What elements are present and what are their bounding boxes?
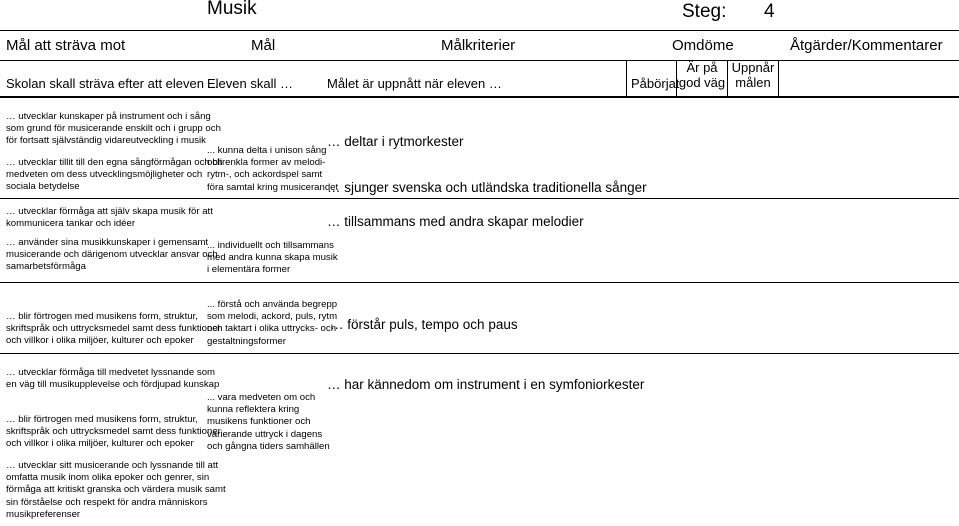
kriterium-text: … har kännedom om instrument i en symfoniorkester xyxy=(327,377,645,392)
kriterium-text: … sjunger svenska och utländska traditionella sånger xyxy=(327,180,647,195)
row-divider xyxy=(0,198,959,199)
kriterium-text: … deltar i rytmorkester xyxy=(327,134,464,149)
header-top-border xyxy=(0,30,959,31)
text-line: … utvecklar tillit till den egna sångförmågan och blir xyxy=(6,157,226,168)
steg-value: 4 xyxy=(764,1,775,22)
strava-text xyxy=(6,311,221,348)
subheader-kriterier: Målet är uppnått när eleven … xyxy=(327,76,502,91)
subheader-arpa-line: god väg xyxy=(678,75,726,90)
text-line: sin förståelse och respekt för andra människors xyxy=(6,496,208,508)
strava-text xyxy=(6,367,219,391)
text-line: för fortsatt självständig vidareutveckling i musik xyxy=(6,135,206,147)
header-mid-border xyxy=(0,60,959,61)
header-bottom-border xyxy=(0,96,959,98)
subheader-arpagodvag xyxy=(677,60,727,90)
strava-text xyxy=(6,460,226,521)
text-line: medveten om dess utvecklingsmöjligheter och xyxy=(6,169,203,181)
text-line: sociala betydelse xyxy=(6,181,80,193)
strava-text xyxy=(6,237,218,274)
subheader-uppn-line: målen xyxy=(735,75,771,90)
text-line: … utvecklar förmåga att själv skapa musik för att xyxy=(6,206,213,217)
text-line: som grund för musicerande enskilt och i grupp och xyxy=(6,123,221,135)
page-title: Musik xyxy=(207,0,257,19)
subheader-uppnar xyxy=(728,60,778,90)
row-divider xyxy=(0,353,959,354)
strava-text xyxy=(6,111,221,148)
kriterium-text: … förstår puls, tempo och paus xyxy=(330,317,518,332)
text-line: … utvecklar förmåga till medvetet lyssnande som xyxy=(6,367,216,378)
strava-text xyxy=(6,206,213,230)
text-line: kunna reflektera kring xyxy=(207,404,300,416)
column-header-omdome: Omdöme xyxy=(672,37,734,54)
mal-text xyxy=(207,392,330,453)
mal-text xyxy=(207,299,337,348)
subheader-arpa-line: Är på xyxy=(686,60,718,75)
subheader-uppn-line: Uppnår xyxy=(731,60,775,75)
text-line: skriftspråk och uttrycksmedel samt dess funktioner xyxy=(6,426,221,438)
mal-text xyxy=(207,145,338,194)
text-line: … blir förtrogen med musikens form, struktur, xyxy=(6,414,198,425)
text-line: som melodi, ackord, puls, rytm xyxy=(207,311,338,323)
text-line: rytm-, och ackordspel samt xyxy=(207,169,323,181)
text-line: ... förstå och använda begrepp xyxy=(207,299,338,310)
text-line: förmåga att kritiskt granska och värdera musik samt xyxy=(6,484,226,496)
text-line: och villkor i olika miljöer, kulturer och epoker xyxy=(6,438,194,450)
text-line: … utvecklar kunskaper på instrument och i sång xyxy=(6,111,211,122)
text-line: och enkla former av melodi- xyxy=(207,157,326,169)
col-divider xyxy=(626,60,627,96)
strava-text xyxy=(6,414,221,451)
column-header-malkriterier: Målkriterier xyxy=(441,37,516,54)
subheader-strava: Skolan skall sträva efter att eleven ... xyxy=(6,76,219,91)
row-divider xyxy=(0,282,959,283)
text-line: och villkor i olika miljöer, kulturer och epoker xyxy=(6,335,194,347)
text-line: musikens funktioner och xyxy=(207,416,311,428)
strava-text xyxy=(6,157,225,194)
text-line: och gångna tiders samhällen xyxy=(207,440,330,452)
text-line: ... individuellt och tillsammans xyxy=(207,240,334,251)
text-line: ... vara medveten om och xyxy=(207,392,316,403)
text-line: i elementära former xyxy=(207,264,291,276)
steg-label: Steg: xyxy=(682,1,727,22)
text-line: musicerande och därigenom utvecklar ansvar och xyxy=(6,249,218,261)
subheader-mal: Eleven skall … xyxy=(207,76,293,91)
text-line: samarbetsförmåga xyxy=(6,261,86,273)
text-line: varierande uttryck i dagens xyxy=(207,428,323,440)
column-header-atgarder: Åtgärder/Kommentarer xyxy=(790,37,943,54)
text-line: skriftspråk och uttrycksmedel samt dess funktioner xyxy=(6,323,221,335)
text-line: med andra kunna skapa musik xyxy=(207,252,338,264)
text-line: och taktart i olika uttrycks- och xyxy=(207,323,337,335)
text-line: kommunicera tankar och idéer xyxy=(6,218,136,230)
text-line: en väg till musikupplevelse och fördjupad kunskap xyxy=(6,379,220,391)
text-line: föra samtal kring musicerandet xyxy=(207,181,339,193)
text-line: ... kunna delta i unison sång xyxy=(207,145,327,156)
text-line: omfatta musik inom olika epoker och genrer, sin xyxy=(6,472,210,484)
subheader-paborjat: Påbörjat xyxy=(631,76,680,91)
text-line: … använder sina musikkunskaper i gemensamt xyxy=(6,237,209,248)
column-header-mal: Mål xyxy=(251,37,276,54)
kriterium-text: … tillsammans med andra skapar melodier xyxy=(327,214,584,229)
text-line: … blir förtrogen med musikens form, struktur, xyxy=(6,311,198,322)
text-line: … utvecklar sitt musicerande och lyssnande till att xyxy=(6,460,219,471)
text-line: gestaltningsformer xyxy=(207,335,286,347)
mal-text xyxy=(207,240,338,277)
column-header-strava: Mål att sträva mot xyxy=(6,37,126,54)
text-line: musikpreferenser xyxy=(6,508,81,520)
col-divider xyxy=(778,60,779,96)
